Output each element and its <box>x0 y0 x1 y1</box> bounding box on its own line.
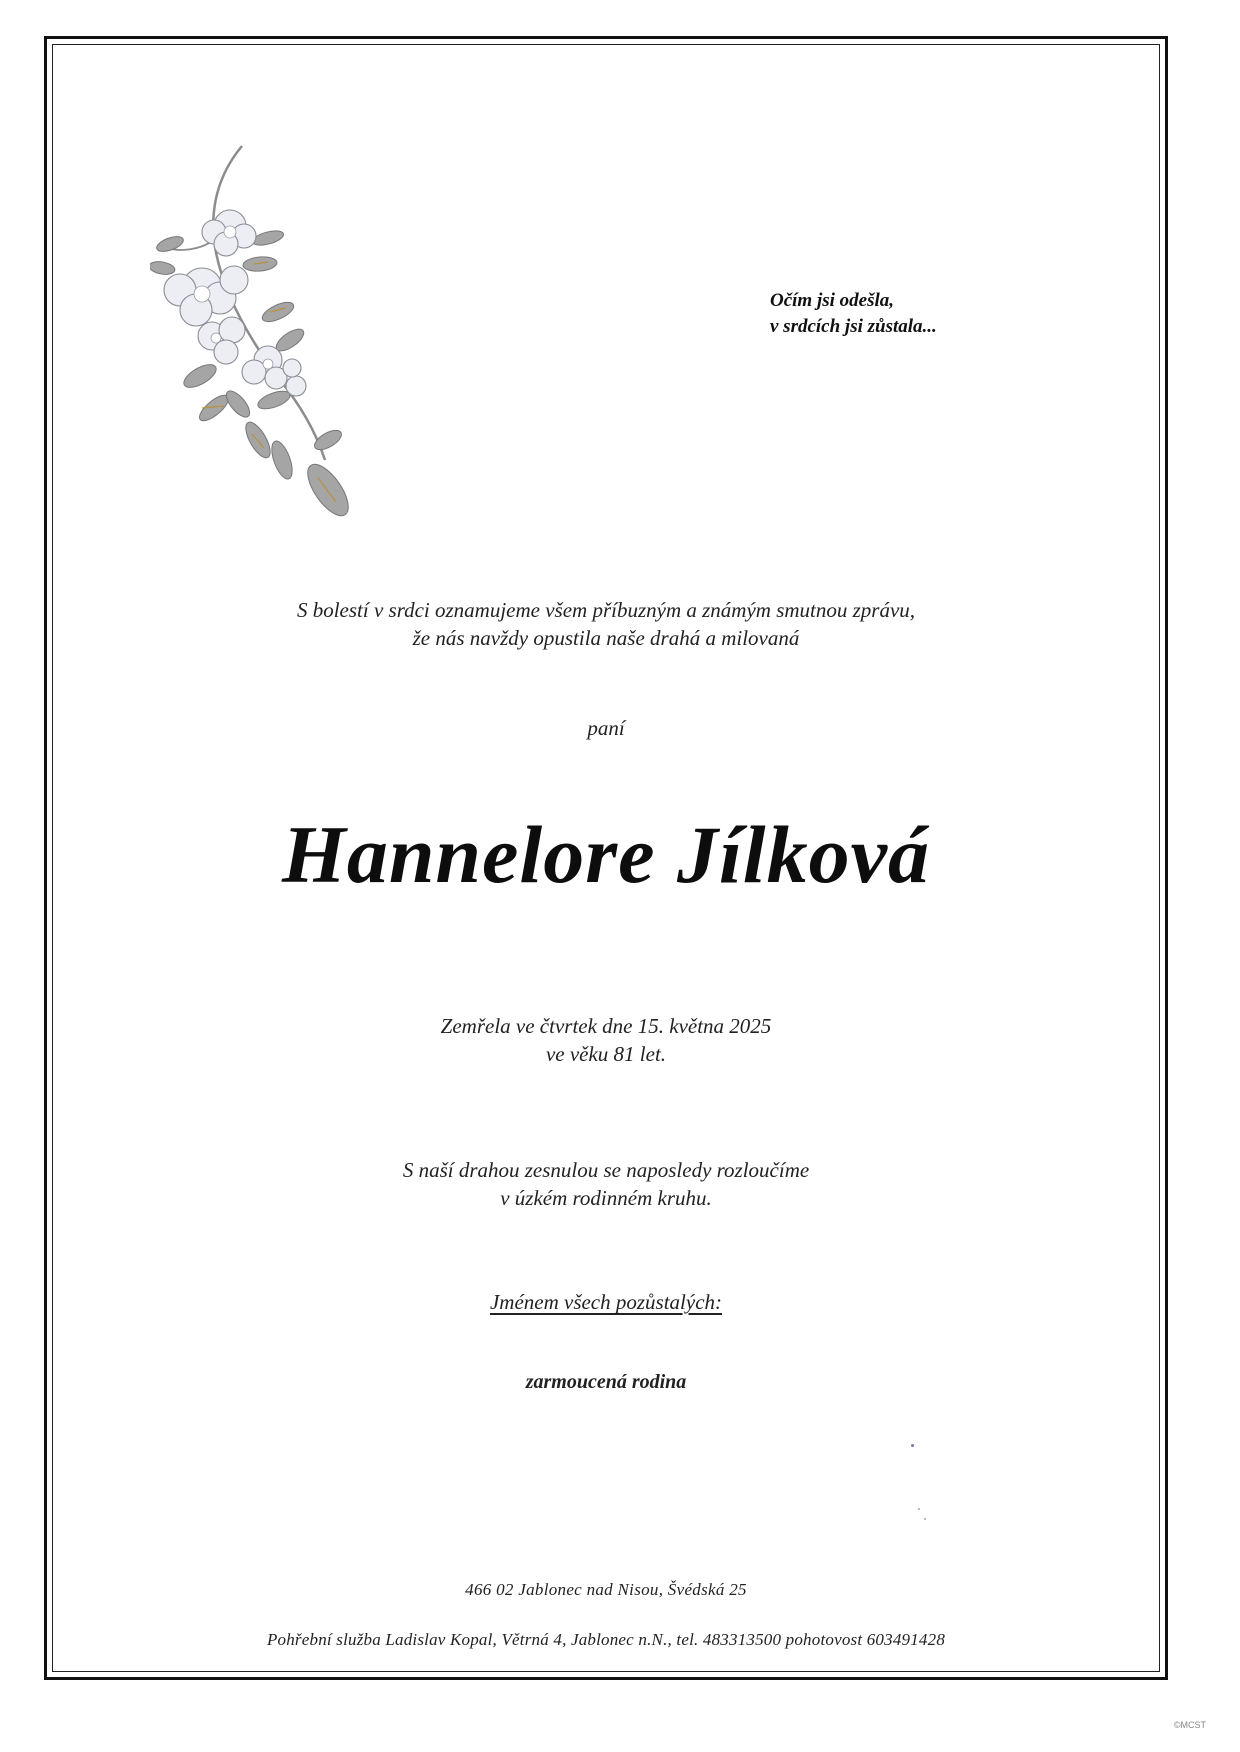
flower-branch-icon <box>150 140 390 530</box>
survivors-heading: Jménem všech pozůstalých: <box>489 1290 723 1314</box>
death-date-line: Zemřela ve čtvrtek dne 15. května 2025 <box>440 1014 772 1038</box>
motto-line-2: v srdcích jsi zůstala... <box>770 316 937 337</box>
intro-line-1: S bolestí v srdci oznamujeme všem příbuzným a známým smutnou zprávu, <box>296 598 916 622</box>
age-line: ve věku 81 let. <box>545 1042 667 1066</box>
farewell-note <box>60 1156 1152 1212</box>
farewell-line-1: S naší drahou zesnulou se naposledy rozloučíme <box>402 1158 810 1182</box>
intro-line-2: že nás navždy opustila naše drahá a milovaná <box>412 626 800 650</box>
copyright-mark: ©MCST <box>1173 1720 1206 1730</box>
funeral-service-line: Pohřební služba Ladislav Kopal, Větrná 4, Jablonec n.N., tel. 483313500 pohotovost 603491428 <box>266 1630 946 1649</box>
announcement-intro <box>60 596 1152 652</box>
address-line: 466 02 Jablonec nad Nisou, Švédská 25 <box>465 1580 747 1599</box>
family-signature: zarmoucená rodina <box>525 1371 687 1393</box>
deceased-name: Hannelore Jílková <box>282 809 930 900</box>
scan-speck <box>924 1518 926 1520</box>
scan-speck <box>911 1444 914 1447</box>
motto <box>770 288 937 340</box>
farewell-line-2: v úzkém rodinném kruhu. <box>500 1186 712 1210</box>
scan-speck <box>918 1508 920 1510</box>
death-info <box>60 1012 1152 1068</box>
title-word: paní <box>587 716 625 740</box>
motto-line-1: Očím jsi odešla, <box>770 290 895 311</box>
